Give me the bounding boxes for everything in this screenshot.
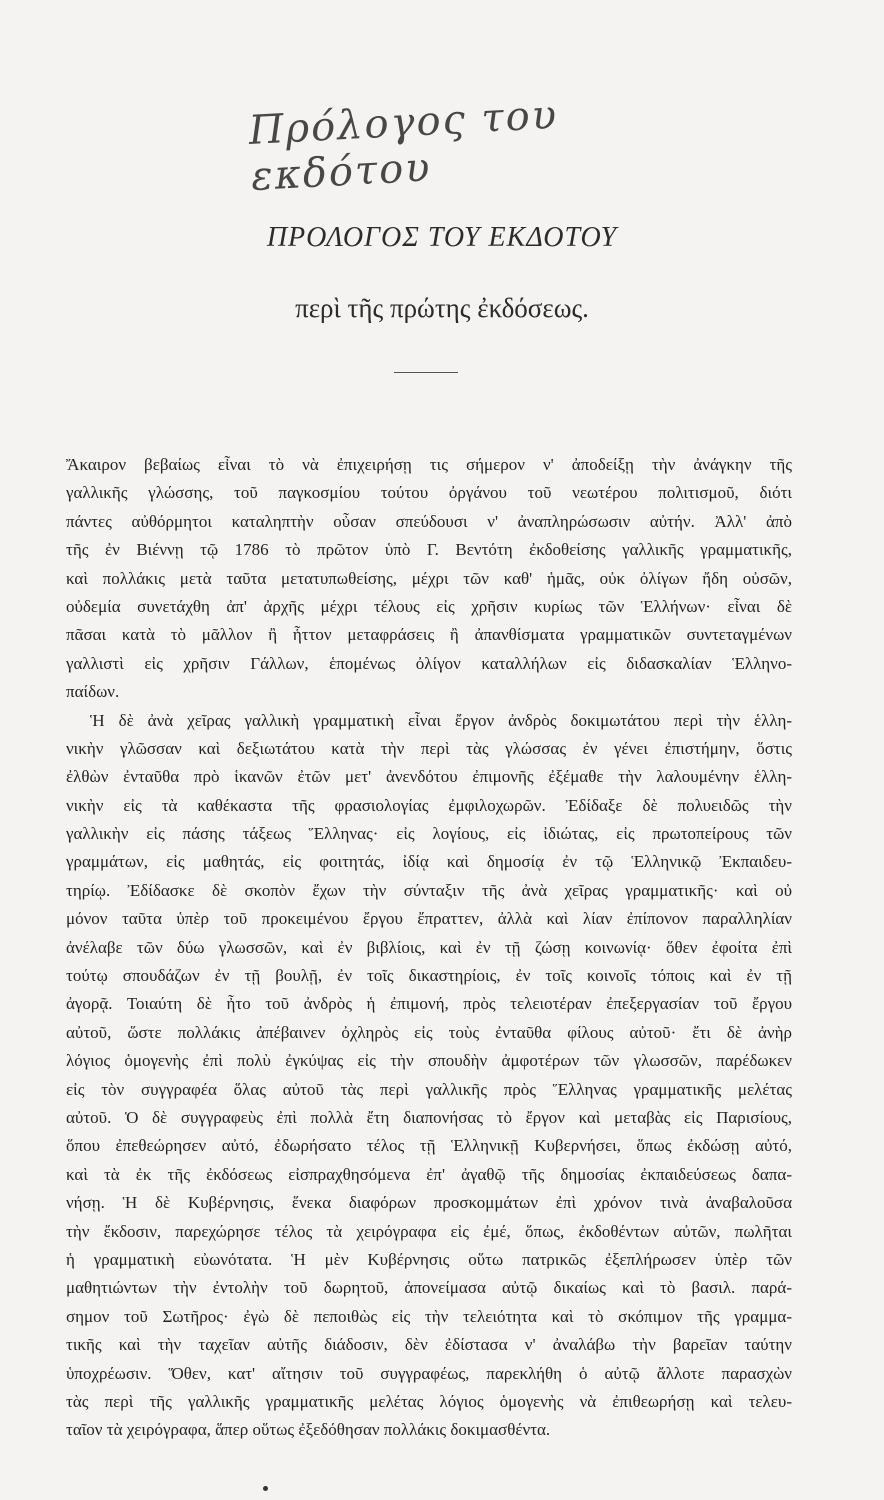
text-line: ὅπου ἐπεθεώρησεν αὐτό, ἐδωρήσατο τέλος τῇ Ἑλληνικῇ Κυβερνήσει, ὅπως ἐκδώσῃ αὐτό, (66, 1136, 792, 1156)
text-line: καὶ τὰ ἐκ τῆς ἐκδόσεως εἰσπραχθησόμενα ἐπ' ἀγαθῷ τῆς δημοσίας ἐκπαιδεύσεως δαπα- (66, 1164, 792, 1184)
text-line: αὐτοῦ, ὥστε πολλάκις ἀπέβαινεν ὀχληρὸς εἰς τοὺς ἐνταῦθα φίλους αὐτοῦ· ἔτι δὲ ἀνὴρ (66, 1022, 792, 1042)
text-line: ἡ γραμματικὴ εὐωνότατα. Ἡ μὲν Κυβέρνησις οὕτω πατρικῶς ἐξεπλήρωσεν ὑπὲρ τῶν (66, 1249, 792, 1269)
text-line: νικὴν γλῶσσαν καὶ δεξιωτάτου κατὰ τὴν περὶ τὰς γλώσσας ἐν γένει ἐπιστήμην, ὅστις (66, 738, 792, 758)
text-line: πάντες αὐθόρμητοι καταληπτὴν οὖσαν σπεύδουσι ν' ἀναπληρώσωσιν αὐτήν. Ἀλλ' ἀπὸ (66, 511, 792, 531)
text-line: παίδων. (66, 682, 120, 702)
ink-speck (263, 1486, 268, 1491)
text-line: ἐλθὼν ἐνταῦθα πρὸ ἱκανῶν ἐτῶν μετ' ἀνενδότου ἐπιμονῆς ἐξέμαθε τὴν λαλουμένην ἑλλη- (66, 767, 792, 787)
text-line: νικὴν εἰς τὰ καθέκαστα τῆς φρασιολογίας ἐμφιλοχωρῶν. Ἐδίδαξε δὲ πολυειδῶς τὴν (66, 795, 792, 815)
text-line: Ἡ δὲ ἀνὰ χεῖρας γαλλικὴ γραμματικὴ εἶναι ἔργον ἀνδρὸς δοκιμωτάτου περὶ τὴν ἑλλη- (90, 710, 792, 730)
text-line: λόγιος ὁμογενὴς ἐπὶ πολὺ ἐγκύψας εἰς τὴν σπουδὴν ἀμφοτέρων τῶν γλωσσῶν, παρέδωκεν (66, 1051, 792, 1071)
text-line: γαλλιστὶ εἰς χρῆσιν Γάλλων, ἑπομένως ὀλίγον καταλλήλων εἰς διδασκαλίαν Ἑλληνο- (66, 653, 792, 673)
page-subtitle: περὶ τῆς πρώτης ἐκδόσεως. (295, 293, 589, 323)
text-line: μαθητιώντων τὴν ἐντολὴν τοῦ δωρητοῦ, ἀπονείμασα αὐτῷ δικαίως καὶ τὸ βασιλ. παρά- (66, 1278, 792, 1298)
text-line: ὑποχρέωσιν. Ὅθεν, κατ' αἴτησιν τοῦ συγγραφέως, παρεκλήθη ὁ αὐτῷ ἄλλοτε παρασχὼν (66, 1363, 792, 1383)
text-line: τηρίῳ. Ἐδίδασκε δὲ σκοπὸν ἔχων τὴν σύνταξιν τῆς ἀνὰ χεῖρας γραμματικῆς· καὶ οὐ (66, 880, 792, 900)
text-line: τούτῳ σπουδάζων ἐν τῇ βουλῇ, ἐν τοῖς δικαστηρίοις, ἐν τοῖς κοινοῖς τόποις καὶ ἐν τῇ (66, 966, 792, 986)
text-line: τικῆς καὶ τὴν ταχεῖαν αὐτῆς διάδοσιν, δὲν ἐδίστασα ν' ἀναλάβω τὴν βαρεῖαν ταύτην (66, 1335, 792, 1355)
text-line: ἀνέλαβε τῶν δύω γλωσσῶν, καὶ ἐν βιβλίοις, καὶ ἐν τῇ ζώσῃ κοινωνίᾳ· ὅθεν ἐφοίτα ἐπὶ (66, 937, 792, 957)
text-line: εἰς τὸν συγγραφέα ὅλας αὐτοῦ τὰς περὶ γαλλικῆς πρὸς Ἕλληνας γραμματικῆς μελέτας (66, 1079, 792, 1099)
text-line: τὴν ἔκδοσιν, παρεχώρησε τέλος τὰ χειρόγραφα εἰς ἐμέ, ὅπως, ἐκδοθέντων αὐτῶν, πωλῆται (66, 1221, 792, 1241)
text-line: καὶ πολλάκις μετὰ ταῦτα μετατυπωθείσης, μέχρι τῶν καθ' ἡμᾶς, οὐκ ὀλίγων ἤδη οὐσῶν, (66, 568, 792, 588)
text-line: ἀγορᾷ. Τοιαύτη δὲ ἦτο τοῦ ἀνδρὸς ἡ ἐπιμονή, πρὸς τελειοτέραν ἐπεξεργασίαν τοῦ ἔργου (66, 994, 792, 1014)
body-text (66, 451, 792, 1445)
text-line: γαλλικῆς γλώσσης, τοῦ παγκοσμίου τούτου ὀργάνου τοῦ νεωτέρου πολιτισμοῦ, διότι (66, 483, 792, 503)
text-line: τῆς ἐν Βιέννῃ τῷ 1786 τὸ πρῶτον ὑπὸ Γ. Βεντότη ἐκδοθείσης γαλλικῆς γραμματικῆς, (66, 540, 792, 560)
text-line: μόνον ταῦτα ὑπὲρ τοῦ προκειμένου ἔργου ἔπραττεν, ἀλλὰ καὶ λίαν ἐπίπονον παραλληλίαν (66, 909, 792, 929)
title-divider (394, 372, 458, 373)
handwritten-note: Πρόλογος του εκδότου (247, 91, 560, 200)
page-title: ΠΡΟΛΟΓΟΣ ΤΟΥ ΕΚΔΟΤΟΥ (266, 222, 618, 253)
text-line: Ἄκαιρον βεβαίως εἶναι τὸ νὰ ἐπιχειρήσῃ τις σήμερον ν' ἀποδείξῃ τὴν ἀνάγκην τῆς (66, 455, 792, 474)
text-line: γραμμάτων, εἰς μαθητάς, εἰς φοιτητάς, ἰδίᾳ καὶ δημοσίᾳ ἐν τῷ Ἑλληνικῷ Ἐκπαιδευ- (66, 852, 792, 872)
text-line: τὰς περὶ τῆς γαλλικῆς γραμματικῆς μελέτας λόγιος ὁμογενὴς νὰ ἐπιθεωρήσῃ καὶ τελευ- (66, 1391, 792, 1411)
text-line: ταῖον τὰ χειρόγραφα, ἅπερ οὕτως ἐξεδόθησαν πολλάκις δοκιμασθέντα. (66, 1420, 551, 1440)
text-line: πᾶσαι κατὰ τὸ μᾶλλον ἢ ἧττον μεταφράσεις ἢ ἀπανθίσματα γραμματικῶν συντεταγμένων (66, 625, 792, 645)
text-line: αὐτοῦ. Ὁ δὲ συγγραφεὺς ἐπὶ πολλὰ ἔτη διαπονήσας τὸ ἔργον καὶ μεταβὰς εἰς Παρισίους, (66, 1107, 792, 1127)
text-line: γαλλικὴν εἰς πάσης τάξεως Ἕλληνας· εἰς λογίους, εἰς ἰδιώτας, εἰς πρωτοπείρους τῶν (66, 824, 792, 844)
text-line: οὐδεμία συνετάχθη ἀπ' ἀρχῆς μέχρι τέλους εἰς χρῆσιν κυρίως τῶν Ἑλλήνων· εἶναι δὲ (66, 596, 792, 616)
text-line: σημον τοῦ Σωτῆρος· ἐγὼ δὲ πεποιθὼς εἰς τὴν τελειότητα καὶ τὸ σκόπιμον τῆς γραμμα- (66, 1306, 792, 1326)
text-line: νήσῃ. Ἡ δὲ Κυβέρνησις, ἕνεκα διαφόρων προσκομμάτων ἐπὶ χρόνον τινὰ ἀναβαλοῦσα (66, 1193, 792, 1213)
